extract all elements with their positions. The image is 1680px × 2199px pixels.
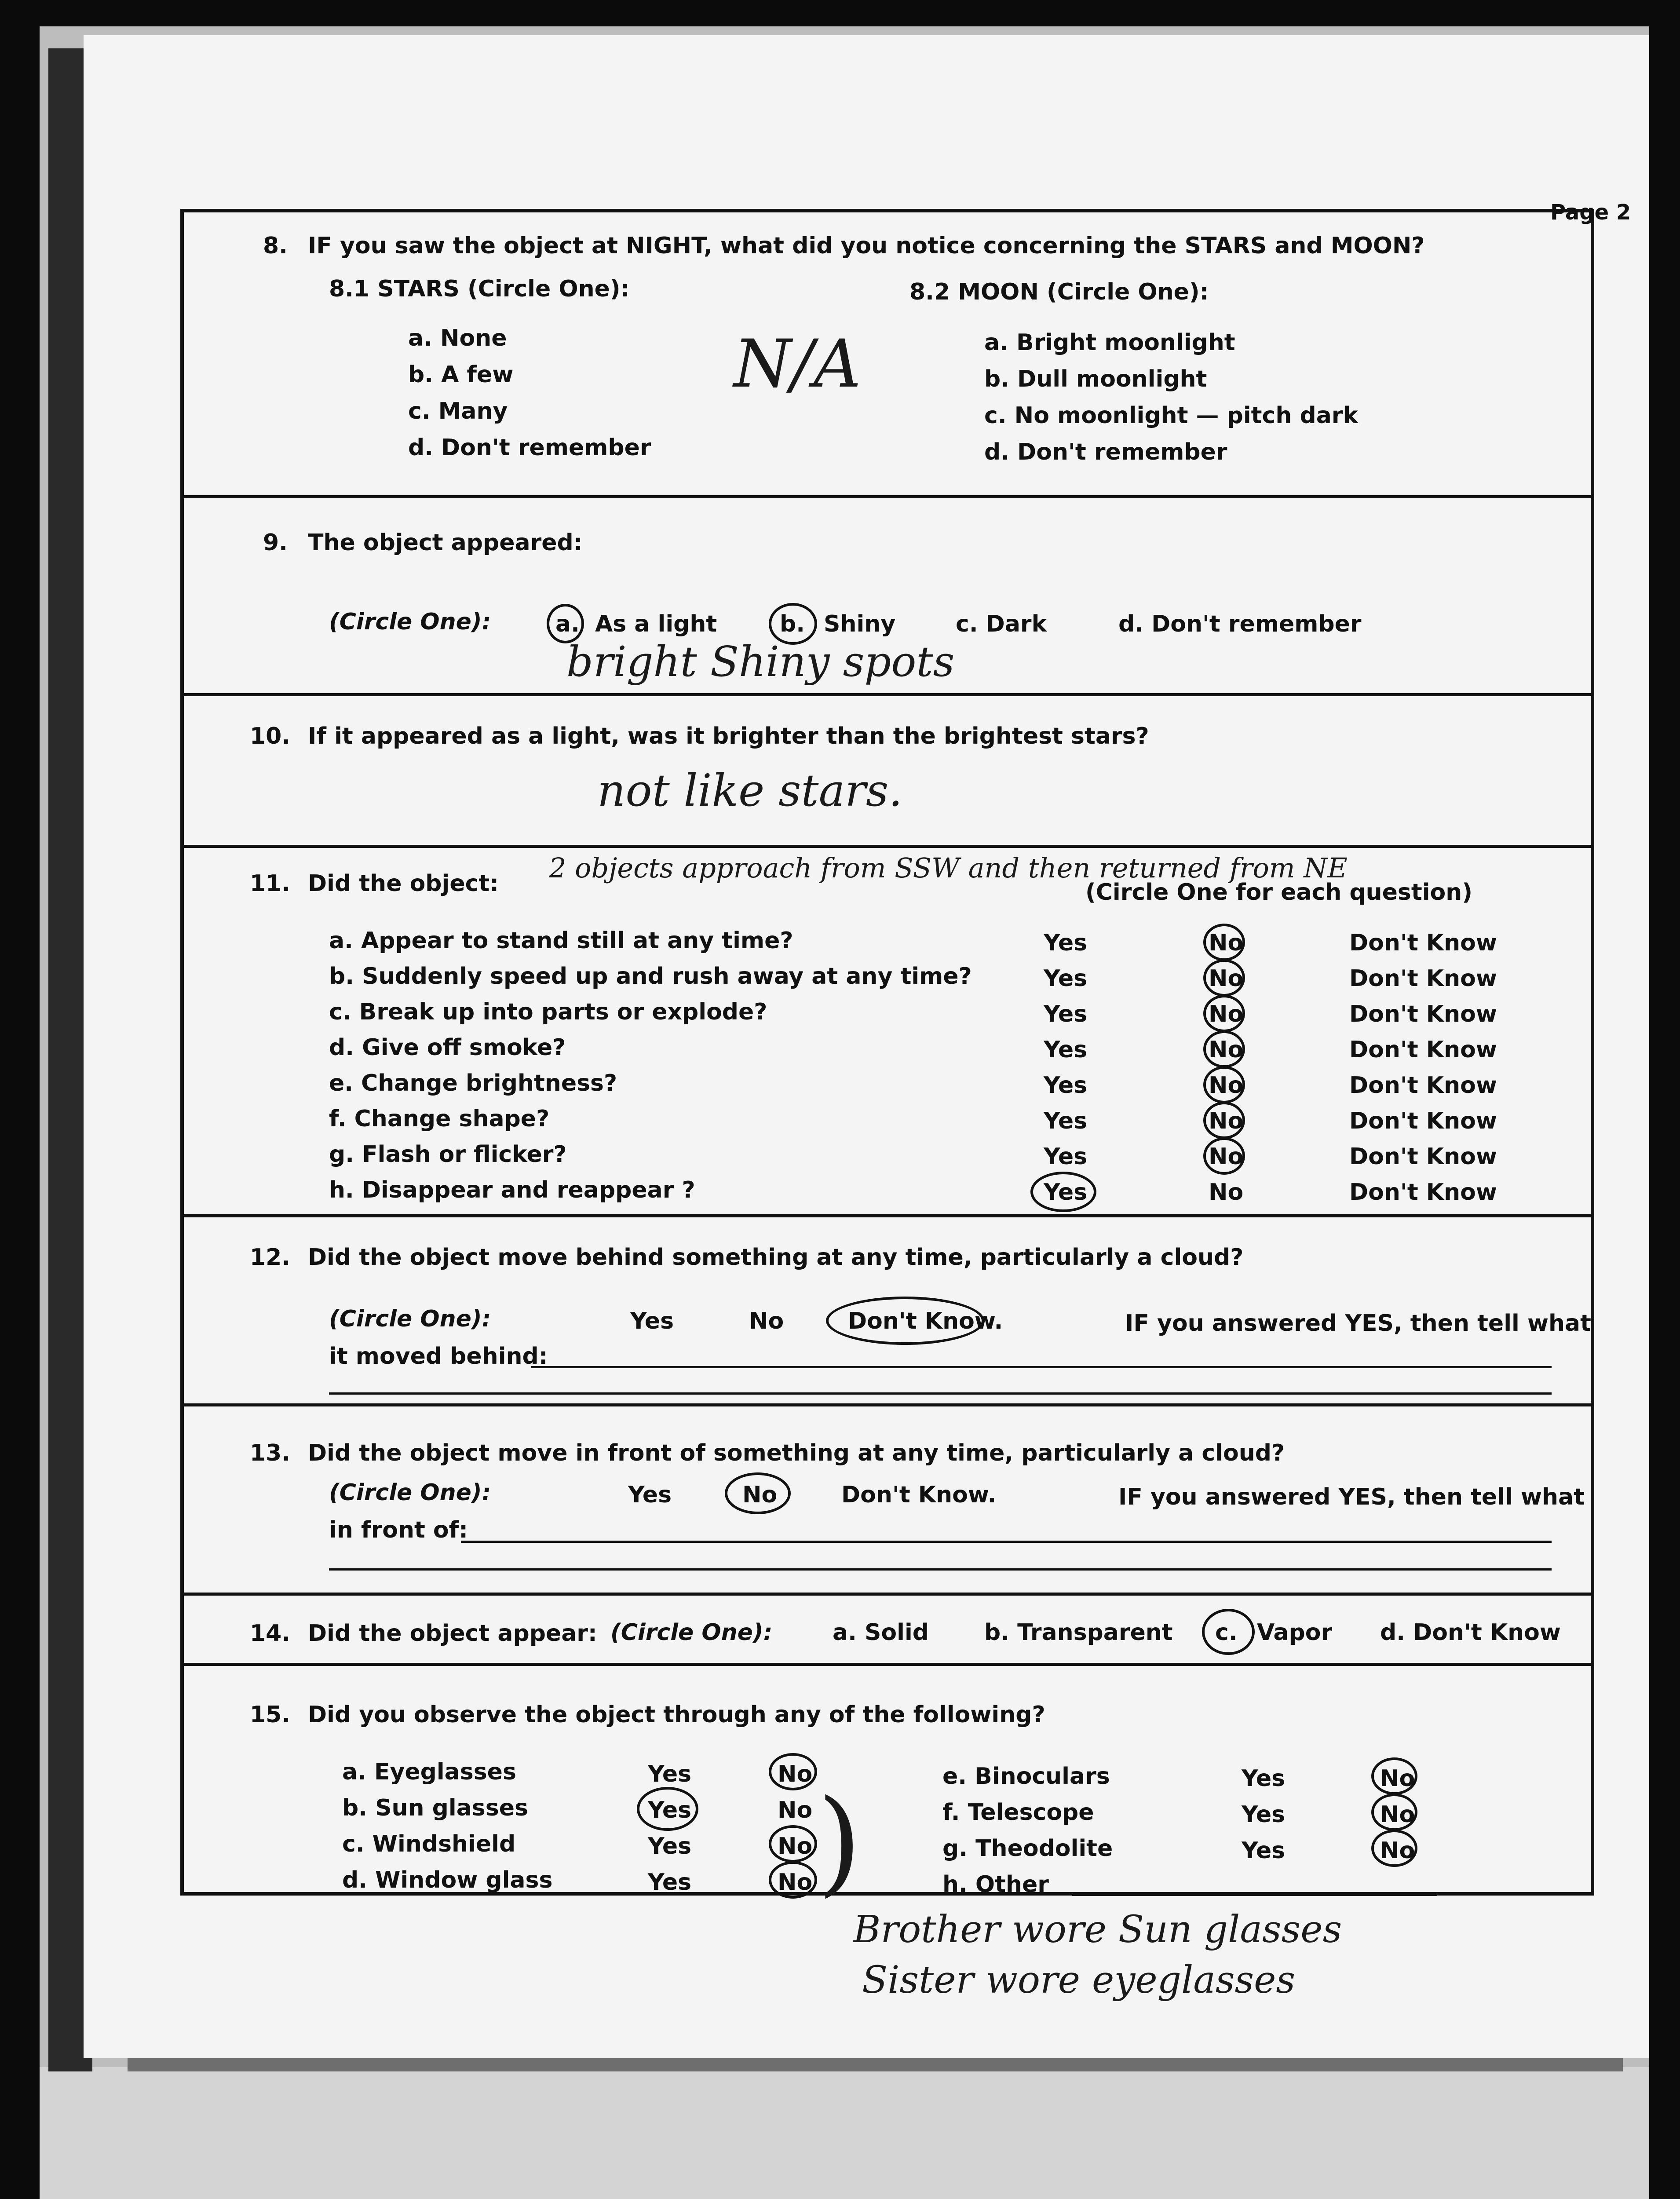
q14-text: Did the object appear: — [308, 1620, 597, 1647]
q15-item-a-no: No — [778, 1761, 813, 1787]
q9-option-d: d. Don't remember — [1118, 611, 1362, 637]
q8-stars-label: 8.1 STARS (Circle One): — [329, 276, 630, 302]
q12-answer-line-1 — [531, 1366, 1552, 1368]
q9-option-b-label: Shiny — [824, 611, 896, 637]
q14-option-c-letter: c. — [1215, 1619, 1238, 1646]
q12-followup-2: it moved behind: — [329, 1343, 548, 1370]
question-13 — [184, 1406, 1591, 1596]
q12-answer-line-2 — [329, 1392, 1552, 1395]
q11-handwritten-note: 2 objects approach from SSW and then returned from NE — [549, 852, 1348, 884]
q11-circle-label: (Circle One for each question) — [1085, 879, 1473, 906]
q13-option-no: No — [742, 1482, 778, 1508]
q8-moon-option-d: d. Don't remember — [984, 439, 1227, 465]
handwritten-note-line-1: Brother wore Sun glasses — [853, 1908, 1342, 1951]
q11-item-h-yes-circle — [1030, 1172, 1096, 1212]
page-number: Page 2 — [1550, 200, 1631, 225]
q10-number: 10. — [250, 723, 291, 749]
q13-followup: IF you answered YES, then tell what — [1118, 1484, 1585, 1510]
q11-item-a-no: No — [1209, 930, 1244, 956]
q11-item-f-no: No — [1209, 1108, 1244, 1134]
q11-item-d-dontknow: Don't Know — [1349, 1037, 1497, 1063]
q15-item-b-label: b. Sun glasses — [342, 1795, 528, 1821]
q11-item-f-dontknow: Don't Know — [1349, 1108, 1497, 1134]
page-bottom-shadow — [128, 2058, 1623, 2071]
q15-item-c-label: c. Windshield — [342, 1831, 516, 1857]
q13-text: Did the object move in front of something at any time, particularly a cloud? — [308, 1440, 1285, 1466]
q13-circle-label: (Circle One): — [329, 1479, 491, 1506]
q11-item-h-label: h. Disappear and reappear ? — [329, 1177, 695, 1203]
q11-item-g-dontknow: Don't Know — [1349, 1143, 1497, 1170]
q15-bracket: ) — [817, 1775, 862, 1908]
q15-item-e-no-circle — [1371, 1757, 1417, 1795]
q12-option-dontknow: Don't Know. — [848, 1308, 1003, 1334]
q8-moon-option-b: b. Dull moonlight — [984, 366, 1207, 392]
q15-item-f-label: f. Telescope — [942, 1799, 1094, 1826]
q8-moon-label: 8.2 MOON (Circle One): — [909, 279, 1209, 305]
q11-item-c-no-circle — [1203, 995, 1245, 1032]
q8-stars-option-c: c. Many — [408, 398, 508, 424]
q15-item-f-no-circle — [1371, 1794, 1417, 1831]
q8-stars-option-d: d. Don't remember — [408, 435, 651, 461]
question-14 — [184, 1596, 1591, 1666]
questionnaire-form — [180, 209, 1594, 1908]
q12-followup: IF you answered YES, then tell what — [1125, 1310, 1591, 1337]
q15-item-b-no: No — [778, 1797, 813, 1823]
q15-item-b-yes: Yes — [648, 1797, 692, 1823]
q11-item-f-label: f. Change shape? — [329, 1106, 550, 1132]
q9-option-a-letter: a. — [555, 611, 580, 637]
q11-item-e-no-circle — [1203, 1066, 1245, 1103]
q11-item-b-dontknow: Don't Know — [1349, 965, 1497, 992]
q13-no-circle — [725, 1472, 791, 1514]
q8-handwritten-answer: N/A — [734, 326, 862, 402]
q15-item-a-label: a. Eyeglasses — [342, 1759, 516, 1785]
question-9 — [184, 498, 1591, 696]
q15-item-g-no-circle — [1371, 1830, 1417, 1867]
q15-item-a-no-circle — [769, 1753, 817, 1790]
q14-option-c-circle — [1202, 1609, 1255, 1655]
q12-circle-label: (Circle One): — [329, 1306, 491, 1332]
scan-lower-area — [40, 2067, 1649, 2199]
q15-item-c-yes: Yes — [648, 1833, 692, 1859]
q11-item-d-label: d. Give off smoke? — [329, 1034, 566, 1061]
q9-option-c: c. Dark — [956, 611, 1047, 637]
q9-option-a-label: As a light — [595, 611, 717, 637]
q15-item-g-label: g. Theodolite — [942, 1835, 1113, 1862]
q8-moon-option-a: a. Bright moonlight — [984, 329, 1235, 356]
q11-item-g-no-circle — [1203, 1137, 1245, 1175]
q15-item-c-no-circle — [769, 1825, 817, 1863]
q11-item-e-yes: Yes — [1044, 1072, 1088, 1099]
q15-item-d-label: d. Window glass — [342, 1867, 553, 1893]
q9-text: The object appeared: — [308, 530, 583, 556]
q14-circle-label: (Circle One): — [610, 1619, 773, 1646]
q13-option-yes: Yes — [628, 1482, 672, 1508]
q15-item-e-yes: Yes — [1242, 1765, 1286, 1792]
q11-item-f-no-circle — [1203, 1102, 1245, 1139]
q11-item-h-dontknow: Don't Know — [1349, 1179, 1497, 1205]
q11-item-c-no: No — [1209, 1001, 1244, 1027]
q15-item-a-yes: Yes — [648, 1761, 692, 1787]
q8-stars-option-a: a. None — [408, 325, 507, 351]
handwritten-note-line-2: Sister wore eyeglasses — [862, 1958, 1296, 2002]
q12-option-yes: Yes — [630, 1308, 674, 1334]
q11-item-h-no: No — [1209, 1179, 1244, 1205]
q15-number: 15. — [250, 1702, 291, 1728]
q11-item-g-yes: Yes — [1044, 1143, 1088, 1170]
q8-moon-option-c: c. No moonlight — pitch dark — [984, 402, 1359, 429]
q11-item-g-label: g. Flash or flicker? — [329, 1141, 567, 1168]
q15-item-d-no: No — [778, 1869, 813, 1896]
q15-item-f-yes: Yes — [1242, 1801, 1286, 1828]
q14-option-c-label: Vapor — [1257, 1619, 1333, 1646]
q11-item-d-no-circle — [1203, 1030, 1245, 1068]
q13-followup-2: in front of: — [329, 1517, 468, 1543]
q15-item-c-no: No — [778, 1833, 813, 1859]
q11-item-f-yes: Yes — [1044, 1108, 1088, 1134]
q14-option-b: b. Transparent — [984, 1619, 1173, 1646]
q11-item-b-no-circle — [1203, 959, 1245, 997]
q11-item-b-label: b. Suddenly speed up and rush away at any time? — [329, 963, 972, 990]
q8-stars-option-b: b. A few — [408, 362, 514, 388]
q11-item-d-no: No — [1209, 1037, 1244, 1063]
q11-item-a-no-circle — [1203, 924, 1245, 961]
q13-answer-line-2 — [329, 1568, 1552, 1571]
q15-item-d-no-circle — [769, 1861, 817, 1899]
q11-number: 11. — [250, 870, 291, 897]
q11-item-g-no: No — [1209, 1143, 1244, 1170]
q15-item-g-yes: Yes — [1242, 1837, 1286, 1864]
q11-item-a-dontknow: Don't Know — [1349, 930, 1497, 956]
q15-item-e-label: e. Binoculars — [942, 1763, 1110, 1790]
q11-item-c-dontknow: Don't Know — [1349, 1001, 1497, 1027]
question-10 — [184, 696, 1591, 848]
q13-option-dontknow: Don't Know. — [841, 1482, 997, 1508]
q14-number: 14. — [250, 1620, 291, 1647]
q12-number: 12. — [250, 1244, 291, 1271]
q9-option-b-letter: b. — [780, 611, 805, 637]
question-11 — [184, 848, 1591, 1217]
q15-item-h-label: h. Other — [942, 1871, 1049, 1898]
q11-item-e-no: No — [1209, 1072, 1244, 1099]
q11-item-c-label: c. Break up into parts or explode? — [329, 999, 767, 1025]
q11-item-c-yes: Yes — [1044, 1001, 1088, 1027]
q15-item-d-yes: Yes — [648, 1869, 692, 1896]
q15-text: Did you observe the object through any of the following? — [308, 1702, 1045, 1728]
q8-text: IF you saw the object at NIGHT, what did you notice concerning the STARS and MOON? — [308, 233, 1425, 259]
q8-number: 8. — [263, 233, 288, 259]
q9-number: 9. — [263, 530, 288, 556]
q14-option-d: d. Don't Know — [1380, 1619, 1561, 1646]
q15-item-e-no: No — [1380, 1765, 1415, 1792]
q13-answer-line-1 — [461, 1541, 1552, 1543]
q11-item-b-no: No — [1209, 965, 1244, 992]
question-8 — [184, 212, 1591, 498]
q13-number: 13. — [250, 1440, 291, 1466]
q11-text: Did the object: — [308, 870, 499, 897]
q15-item-g-no: No — [1380, 1837, 1415, 1864]
q11-item-a-label: a. Appear to stand still at any time? — [329, 928, 793, 954]
q10-text: If it appeared as a light, was it brighter than the brightest stars? — [308, 723, 1149, 749]
question-15 — [184, 1666, 1591, 1908]
q10-handwritten-answer: not like stars. — [597, 765, 903, 816]
q11-item-a-yes: Yes — [1044, 930, 1088, 956]
q11-item-e-label: e. Change brightness? — [329, 1070, 617, 1096]
q12-text: Did the object move behind something at any time, particularly a cloud? — [308, 1244, 1244, 1271]
q14-option-a: a. Solid — [833, 1619, 929, 1646]
q15-item-b-yes-circle — [637, 1787, 698, 1831]
q12-option-no: No — [749, 1308, 784, 1334]
q9-circle-label: (Circle One): — [329, 609, 491, 635]
q12-dontknow-circle — [826, 1297, 984, 1345]
q11-item-e-dontknow: Don't Know — [1349, 1072, 1497, 1099]
question-12 — [184, 1217, 1591, 1406]
q11-item-h-yes: Yes — [1044, 1179, 1088, 1205]
q9-handwritten-answer: bright Shiny spots — [566, 638, 955, 686]
q15-item-f-no: No — [1380, 1801, 1415, 1828]
q11-item-b-yes: Yes — [1044, 965, 1088, 992]
q15-item-h-answer-line — [1072, 1894, 1437, 1896]
q11-item-d-yes: Yes — [1044, 1037, 1088, 1063]
